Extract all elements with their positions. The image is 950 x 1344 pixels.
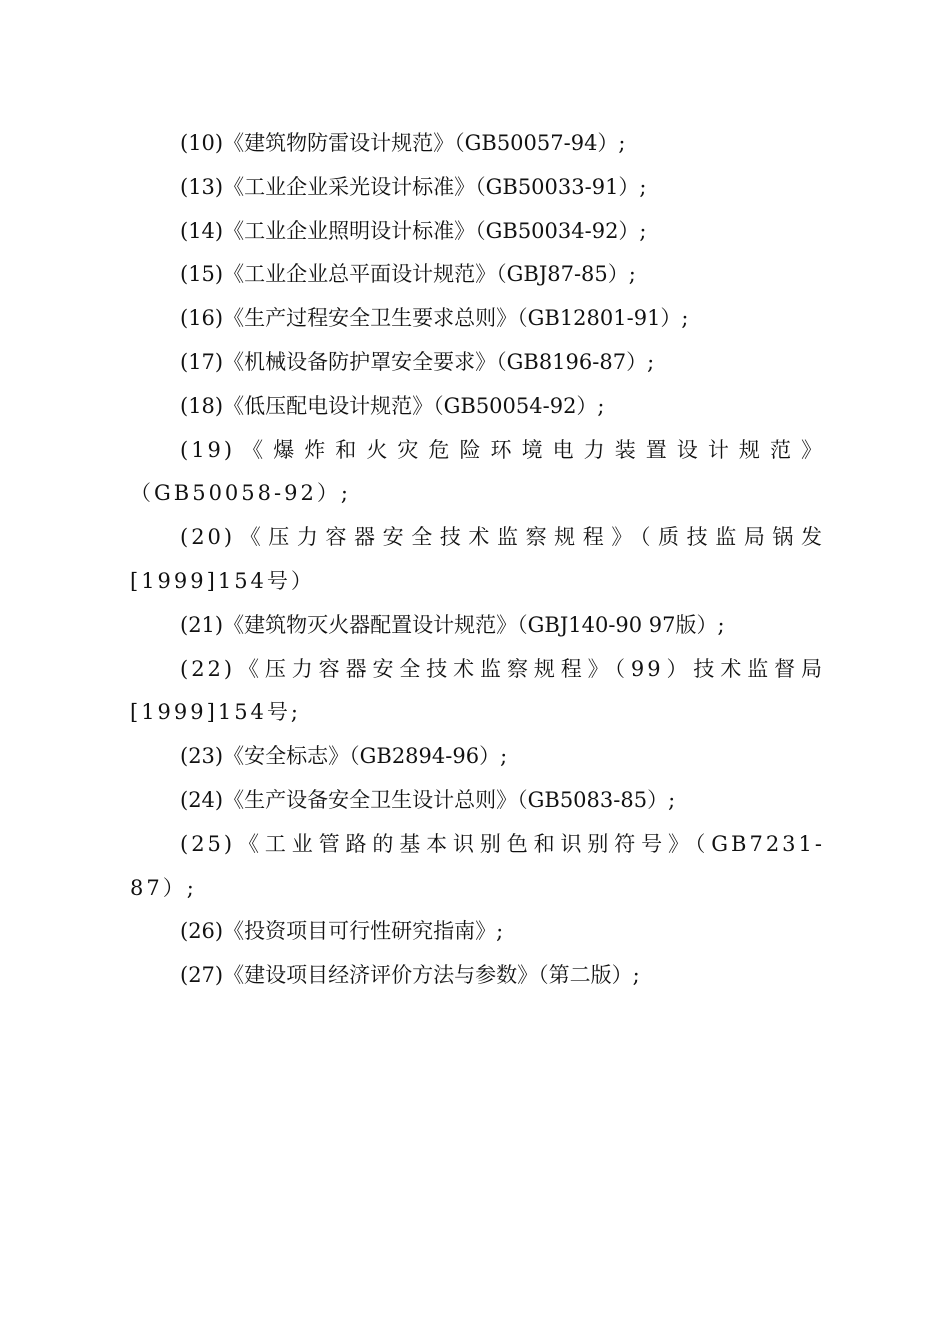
- reference-item: (16)《生产过程安全卫生要求总则》（GB12801-91）;: [180, 306, 689, 331]
- reference-item: (25)《工业管路的基本识别色和识别符号》（GB7231-87）;: [130, 831, 825, 900]
- reference-item: (10)《建筑物防雷设计规范》（GB50057-94）;: [180, 131, 626, 155]
- reference-item: (22)《压力容器安全技术监察规程》（99）技术监督局[1999]154号;: [130, 656, 825, 725]
- reference-item: (17)《机械设备防护罩安全要求》（GB8196-87）;: [180, 349, 655, 374]
- reference-item: (20)《压力容器安全技术监察规程》（质技监局锅发[1999]154号）: [130, 525, 825, 593]
- reference-item: (18)《低压配电设计规范》（GB50054-92）;: [180, 393, 605, 418]
- reference-item: (14)《工业企业照明设计标准》（GB50034-92）;: [180, 218, 647, 243]
- reference-item: (15)《工业企业总平面设计规范》（GBJ87-85）;: [180, 262, 636, 287]
- reference-item: (26)《投资项目可行性研究指南》;: [180, 919, 504, 944]
- reference-item: (27)《建设项目经济评价方法与参数》（第二版）;: [180, 963, 640, 988]
- reference-list: [130, 122, 825, 998]
- reference-item: (19)《爆炸和火灾危险环境电力装置设计规范》（GB50058-92）;: [130, 437, 825, 506]
- reference-item: (24)《生产设备安全卫生设计总则》（GB5083-85）;: [180, 787, 676, 812]
- reference-item: (21)《建筑物灭火器配置设计规范》（GBJ140-90 97版）;: [180, 612, 725, 637]
- reference-item: (23)《安全标志》（GB2894-96）;: [180, 744, 508, 769]
- reference-item: (13)《工业企业采光设计标准》（GB50033-91）;: [180, 174, 647, 199]
